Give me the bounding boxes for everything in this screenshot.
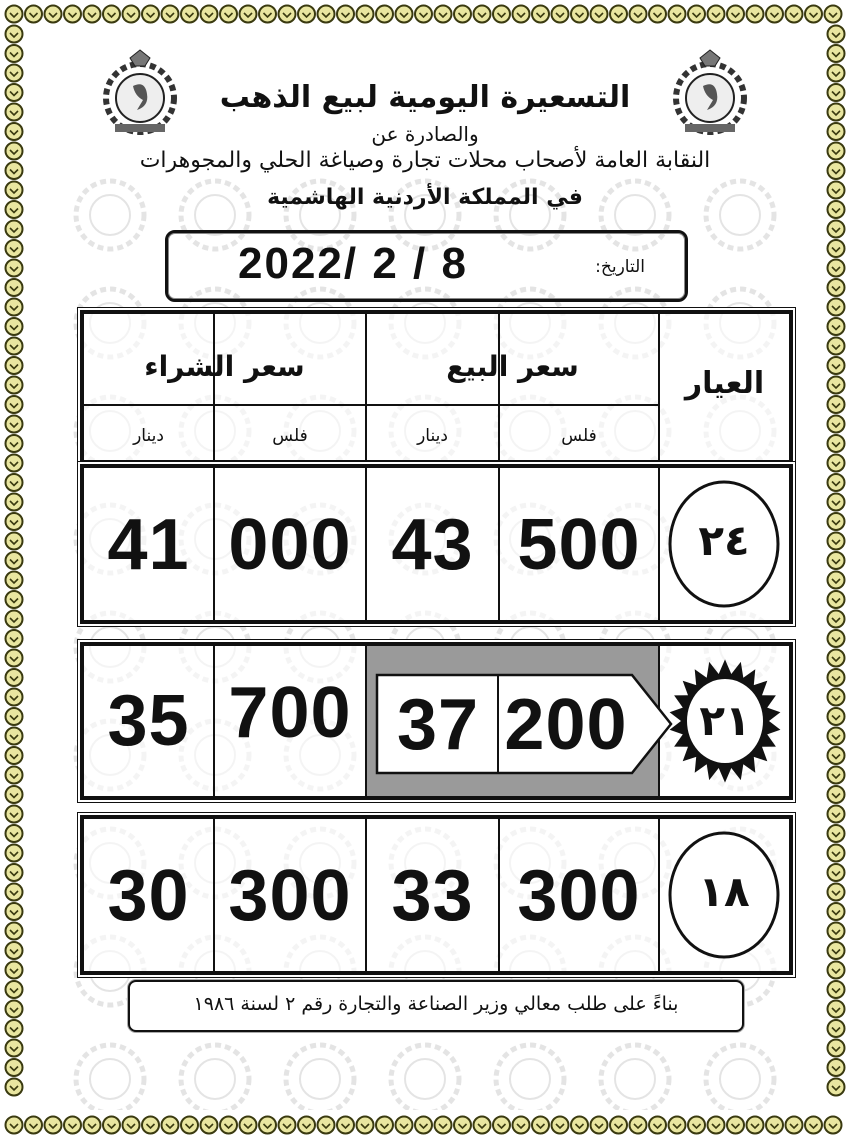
price-row-21	[80, 642, 793, 800]
date-box	[165, 230, 688, 302]
karat-column-header: العيار	[684, 366, 765, 401]
buy-fils-24: 000	[228, 505, 352, 585]
price-row-24	[80, 464, 793, 624]
buy-price-header: سعر الشراء	[144, 350, 305, 383]
buy-dinar-header: دينار	[133, 426, 164, 446]
buy-dinar-18: 30	[107, 856, 190, 936]
buy-dinar-24: 41	[107, 505, 190, 585]
sell-dinar-header: دينار	[417, 426, 448, 446]
karat-18: ١٨	[698, 867, 750, 916]
karat-21: ٢١	[699, 696, 751, 745]
date-value: 2022/ 2 / 8	[238, 239, 468, 288]
sell-fils-24: 500	[517, 505, 641, 585]
karat-24: ٢٤	[698, 516, 750, 565]
buy-dinar-21: 35	[107, 681, 190, 761]
footer-note-box	[128, 980, 744, 1032]
buy-fils-18: 300	[228, 856, 352, 936]
sell-price-header: سعر البيع	[446, 350, 579, 383]
price-table-header	[80, 310, 793, 464]
price-row-18	[80, 815, 793, 975]
sell-dinar-24: 43	[391, 505, 474, 585]
syndicate-name: النقابة العامة لأصحاب محلات تجارة وصياغة الحلي والمجوهرات	[139, 148, 711, 173]
buy-fils-21: 700	[228, 673, 352, 753]
issued-by-label: والصادرة عن	[371, 122, 479, 146]
sell-fils-21: 200	[504, 685, 628, 765]
date-label: التاريخ:	[595, 257, 645, 277]
kingdom-name: في المملكة الأردنية الهاشمية	[267, 185, 583, 210]
sell-fils-18: 300	[517, 856, 641, 936]
sell-dinar-18: 33	[391, 856, 474, 936]
buy-fils-header: فلس	[272, 426, 308, 446]
sell-dinar-21: 37	[396, 685, 480, 765]
footer-note: بناءً على طلب معالي وزير الصناعة والتجارة رقم ٢ لسنة ١٩٨٦	[193, 993, 679, 1015]
page-title: التسعيرة اليومية لبيع الذهب	[219, 80, 631, 115]
sell-fils-header: فلس	[561, 426, 597, 446]
